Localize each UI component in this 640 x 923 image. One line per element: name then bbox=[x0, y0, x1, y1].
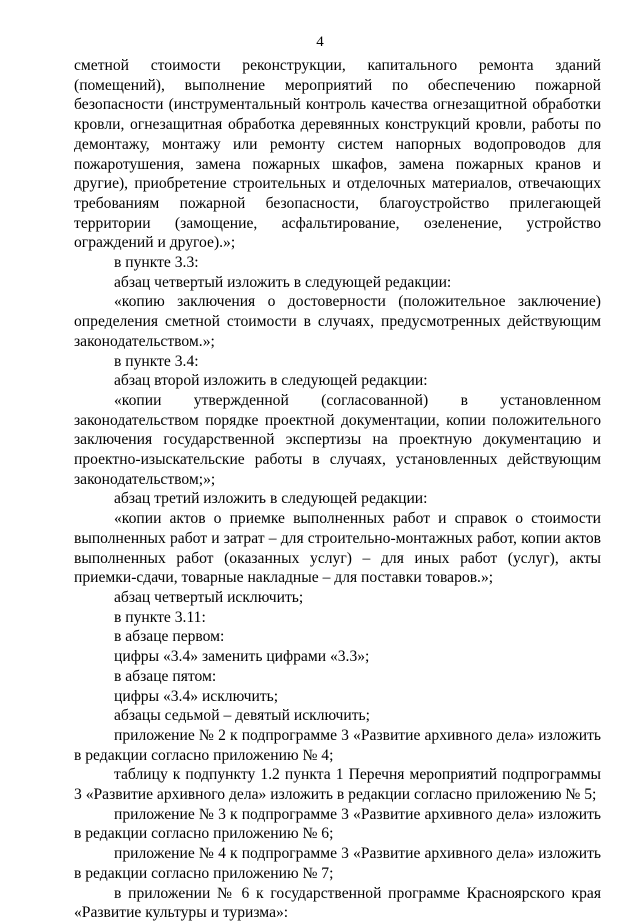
paragraph: в пункте 3.11: bbox=[114, 608, 206, 626]
paragraph: цифры «3.4» исключить; bbox=[114, 687, 279, 705]
paragraph: в пункте 3.4: bbox=[114, 352, 199, 370]
page-number: 4 bbox=[316, 34, 324, 50]
paragraph: абзац третий изложить в следующей редакции: bbox=[114, 490, 428, 508]
paragraph: «копии актов о приемке выполненных работ и справок о стоимости выполненных работ и затрат – для строительно-монтажных работ, копии актов выполненных работ (оказанных услуг) – для иных работ (услуг), акты приемки-сдачи, товарные накладные – для поставки товаров.»; bbox=[74, 510, 601, 587]
paragraph: в абзаце пятом: bbox=[114, 667, 217, 685]
document-body bbox=[74, 56, 601, 923]
paragraph: в приложении № 6 к государственной программе Красноярского края «Развитие культуры и туризма»: bbox=[74, 884, 601, 922]
paragraph: «копии утвержденной (согласованной) в установленном законодательством порядке проектной документации, копии положительного заключения государственной экспертизы на проектную документацию и проектно-изыскательские работы в случаях, установленных действующим законодательством;»; bbox=[74, 391, 601, 488]
paragraph: абзац четвертый исключить; bbox=[114, 588, 304, 606]
paragraph: приложение № 3 к подпрограмме 3 «Развитие архивного дела» изложить в редакции согласно приложению № 6; bbox=[74, 805, 601, 843]
paragraph: приложение № 4 к подпрограмме 3 «Развитие архивного дела» изложить в редакции согласно приложению № 7; bbox=[74, 845, 601, 882]
paragraph: «копию заключения о достоверности (положительное заключение) определения сметной стоимости в случаях, предусмотренных действующим законодательством.»; bbox=[74, 293, 601, 350]
paragraph: сметной стоимости реконструкции, капитального ремонта зданий (помещений), выполнение мероприятий по обеспечению пожарной безопасности (инструментальный контроль качества огнезащитной обработки кровли, огнезащитная обработка деревянных конструкций кровли, работы по демонтажу, монтажу или ремонту систем напорных водопроводов для пожаротушения, замена пожарных шкафов, замена пожарных кранов и другие), приобретение строительных и отделочных материалов, отвечающих требованиям пожарной безопасности, благоустройство прилегающей территории (замощение, асфальтирование, озеленение, устройство ограждений и другое).»; bbox=[74, 57, 601, 252]
paragraph: абзац второй изложить в следующей редакции: bbox=[114, 372, 428, 390]
paragraph: абзац четвертый изложить в следующей редакции: bbox=[114, 273, 452, 291]
paragraph: таблицу к подпункту 1.2 пункта 1 Перечня мероприятий подпрограммы 3 «Развитие архивного дела» изложить в редакции согласно приложению № 5; bbox=[74, 766, 601, 804]
paragraph: в абзаце первом: bbox=[114, 628, 225, 646]
paragraph: в пункте 3.3: bbox=[114, 254, 199, 272]
paragraph: цифры «3.4» заменить цифрами «3.3»; bbox=[114, 648, 370, 666]
paragraph: абзацы седьмой – девятый исключить; bbox=[114, 707, 370, 725]
paragraph: приложение № 2 к подпрограмме 3 «Развитие архивного дела» изложить в редакции согласно приложению № 4; bbox=[74, 726, 601, 764]
